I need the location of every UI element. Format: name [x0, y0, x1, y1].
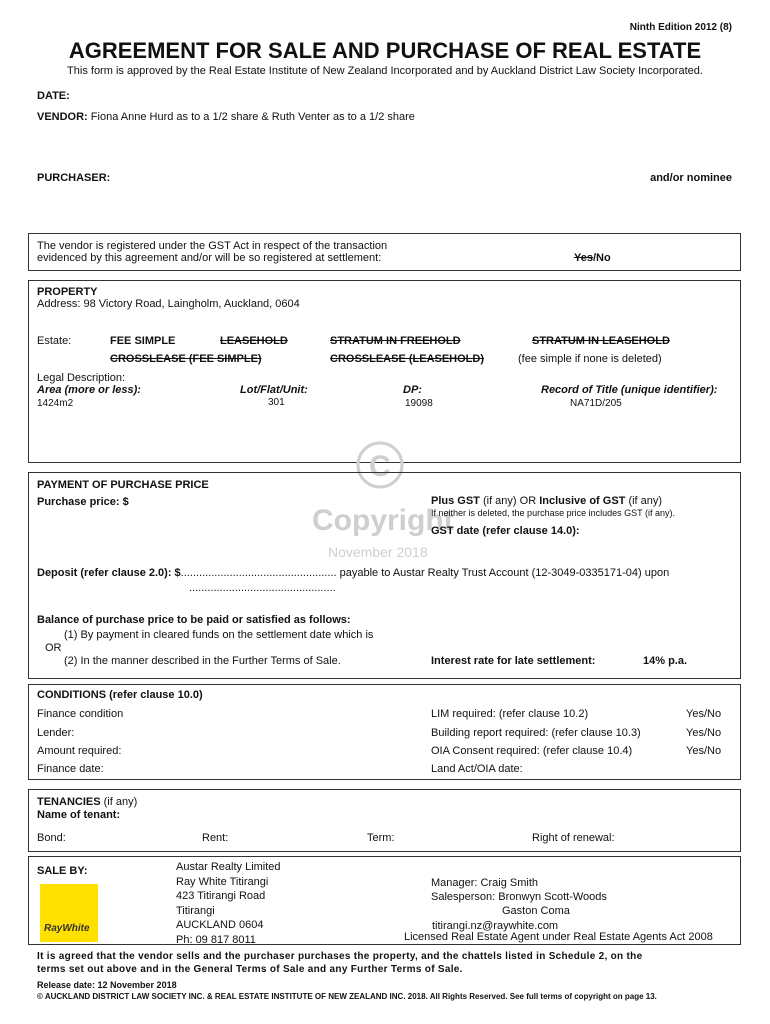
- lim-yes-no[interactable]: Yes/No: [686, 708, 722, 720]
- vendor-value: Fiona Anne Hurd as to a 1/2 share & Ruth Venter as to a 1/2 share: [90, 111, 415, 123]
- agency-email[interactable]: titirangi.nz@raywhite.com: [432, 920, 559, 932]
- estate-stratum-leasehold[interactable]: STRATUM IN LEASEHOLD: [532, 335, 670, 347]
- balance-or: OR: [45, 642, 62, 654]
- lot-value: 301: [268, 397, 285, 408]
- date-label: DATE:: [37, 90, 70, 102]
- interest-rate-label: Interest rate for late settlement:: [431, 655, 596, 667]
- gst-yes-no[interactable]: [574, 252, 611, 264]
- address-label: Address:: [37, 298, 81, 310]
- land-act-date-label: Land Act/OIA date:: [431, 763, 523, 775]
- oia-yes-no[interactable]: Yes/No: [686, 745, 722, 757]
- deposit-dots: ...................................................: [180, 567, 337, 579]
- inclusive-gst-option[interactable]: Inclusive of GST: [539, 495, 626, 507]
- estate-stratum-freehold[interactable]: STRATUM IN FREEHOLD: [330, 335, 461, 347]
- ray-white-logo-text: RayWhite: [44, 923, 90, 934]
- property-heading: PROPERTY: [37, 286, 98, 298]
- dp-label: DP:: [403, 384, 422, 396]
- term-label: Term:: [367, 832, 395, 844]
- dp-value: 19098: [405, 398, 433, 409]
- salesperson-value: Bronwyn Scott-Woods: [498, 891, 607, 903]
- agency-city: AUCKLAND 0604: [176, 919, 264, 931]
- fee-simple-note: (fee simple if none is deleted): [518, 353, 662, 365]
- watermark-copyright-word: Copyright: [312, 504, 454, 537]
- vendor-label: VENDOR:: [37, 111, 88, 123]
- tenancies-heading-line: [37, 796, 137, 808]
- watermark-date: November 2018: [328, 544, 428, 560]
- record-of-title-label: Record of Title (unique identifier):: [541, 384, 718, 396]
- balance-option-2: (2) In the manner described in the Further Terms of Sale.: [64, 655, 341, 667]
- tenancies-heading: TENANCIES: [37, 796, 101, 808]
- plus-gst-rest: (if any) OR: [479, 495, 540, 507]
- building-report-label: Building report required: (refer clause 10.3): [431, 727, 641, 739]
- tenant-name-label: Name of tenant:: [37, 809, 121, 821]
- gst-text-line2: evidenced by this agreement and/or will be so registered at settlement:: [37, 252, 382, 264]
- vendor-line: [37, 111, 415, 123]
- purchaser-label: PURCHASER:: [37, 172, 111, 184]
- agency-address: [176, 860, 281, 947]
- deposit-dots-line2: ................................................: [189, 582, 336, 594]
- agreement-text-line1: It is agreed that the vendor sells and the purchaser purchases the property, and the chattels listed in Schedule 2, on the: [37, 951, 643, 962]
- interest-rate-value: 14% p.a.: [643, 655, 688, 667]
- amount-required-label: Amount required:: [37, 745, 122, 757]
- agent-licence: Licensed Real Estate Agent under Real Estate Agents Act 2008: [404, 931, 713, 943]
- balance-heading: Balance of purchase price to be paid or satisfied as follows:: [37, 614, 351, 626]
- estate-label: Estate:: [37, 335, 72, 347]
- balance-option-1: (1) By payment in cleared funds on the settlement date which is: [64, 629, 374, 641]
- property-address: [37, 298, 300, 310]
- manager-label: Manager:: [431, 877, 478, 889]
- edition-label: Ninth Edition 2012 (8): [629, 22, 732, 33]
- gst-date-label: GST date (refer clause 14.0):: [431, 525, 580, 537]
- sale-by-label: SALE BY:: [37, 865, 88, 877]
- gst-neither-note: If neither is deleted, the purchase price includes GST (if any).: [431, 508, 675, 518]
- deposit-label: Deposit (refer clause 2.0): $: [37, 567, 181, 579]
- gst-text-line1: The vendor is registered under the GST Act in respect of the transaction: [37, 240, 388, 252]
- agency-phone: Ph: 09 817 8011: [176, 933, 256, 946]
- manager-value: Craig Smith: [480, 877, 539, 889]
- tenancies-if-any: (if any): [100, 796, 138, 808]
- area-label: Area (more or less):: [37, 384, 141, 396]
- ray-white-logo: [40, 884, 98, 942]
- deposit-line: [37, 567, 669, 579]
- lot-label: Lot/Flat/Unit:: [240, 384, 308, 396]
- estate-fee-simple[interactable]: FEE SIMPLE: [110, 335, 176, 347]
- oia-consent-label: OIA Consent required: (refer clause 10.4): [431, 745, 633, 757]
- lim-label: LIM required: (refer clause 10.2): [431, 708, 589, 720]
- agency-name: Austar Realty Limited: [176, 861, 281, 873]
- salesperson-2: Gaston Coma: [502, 905, 570, 917]
- salesperson-label: Salesperson:: [431, 891, 496, 903]
- agency-suburb: Titirangi: [176, 904, 215, 917]
- gst-separator: /: [592, 252, 597, 264]
- copyright-c-letter: C: [369, 450, 391, 483]
- estate-crosslease-fee[interactable]: CROSSLEASE (FEE SIMPLE): [110, 353, 262, 365]
- agency-branch: Ray White Titirangi: [176, 875, 269, 888]
- area-value: 1424m2: [37, 398, 74, 409]
- page-subtitle: This form is approved by the Real Estate Institute of New Zealand Incorporated and by Auckland District Law Society Incorporated.: [67, 65, 703, 77]
- lender-label: Lender:: [37, 727, 75, 739]
- gst-option-line: [431, 495, 662, 507]
- finance-condition-label: Finance condition: [37, 708, 124, 720]
- purchase-price-label: Purchase price: $: [37, 496, 129, 508]
- gst-yes-option[interactable]: Yes: [574, 252, 593, 264]
- release-date: Release date: 12 November 2018: [37, 980, 177, 990]
- copyright-notice: © AUCKLAND DISTRICT LAW SOCIETY INC. & REAL ESTATE INSTITUTE OF NEW ZEALAND INC. 2018. All Rights Reserved. See full terms of copyright on page 13.: [37, 992, 657, 1001]
- estate-leasehold[interactable]: LEASEHOLD: [220, 335, 288, 347]
- bond-label: Bond:: [37, 832, 66, 844]
- agreement-text-line2: terms set out above and in the General Terms of Sale and any Further Terms of Sale.: [37, 964, 463, 975]
- renewal-label: Right of renewal:: [532, 832, 615, 844]
- estate-crosslease-lease[interactable]: CROSSLEASE (LEASEHOLD): [330, 353, 485, 365]
- finance-date-label: Finance date:: [37, 763, 104, 775]
- salesperson-line: [431, 891, 607, 903]
- gst-no-option[interactable]: No: [596, 252, 611, 264]
- agency-street: 423 Titirangi Road: [176, 890, 266, 902]
- legal-description-label: Legal Description:: [37, 372, 126, 384]
- conditions-heading: CONDITIONS (refer clause 10.0): [37, 689, 203, 701]
- rent-label: Rent:: [202, 832, 229, 844]
- manager-line: [431, 877, 538, 889]
- building-yes-no[interactable]: Yes/No: [686, 727, 722, 739]
- deposit-rest: payable to Austar Realty Trust Account (12-3049-0335171-04) upon: [336, 567, 670, 579]
- inclusive-gst-rest: (if any): [625, 495, 663, 507]
- nominee-label: and/or nominee: [650, 172, 732, 184]
- page-title: AGREEMENT FOR SALE AND PURCHASE OF REAL ESTATE: [68, 38, 702, 63]
- address-value: 98 Victory Road, Laingholm, Auckland, 0604: [83, 298, 300, 310]
- payment-heading: PAYMENT OF PURCHASE PRICE: [37, 479, 209, 491]
- record-of-title-value: NA71D/205: [570, 398, 622, 409]
- plus-gst-option[interactable]: Plus GST: [431, 495, 480, 507]
